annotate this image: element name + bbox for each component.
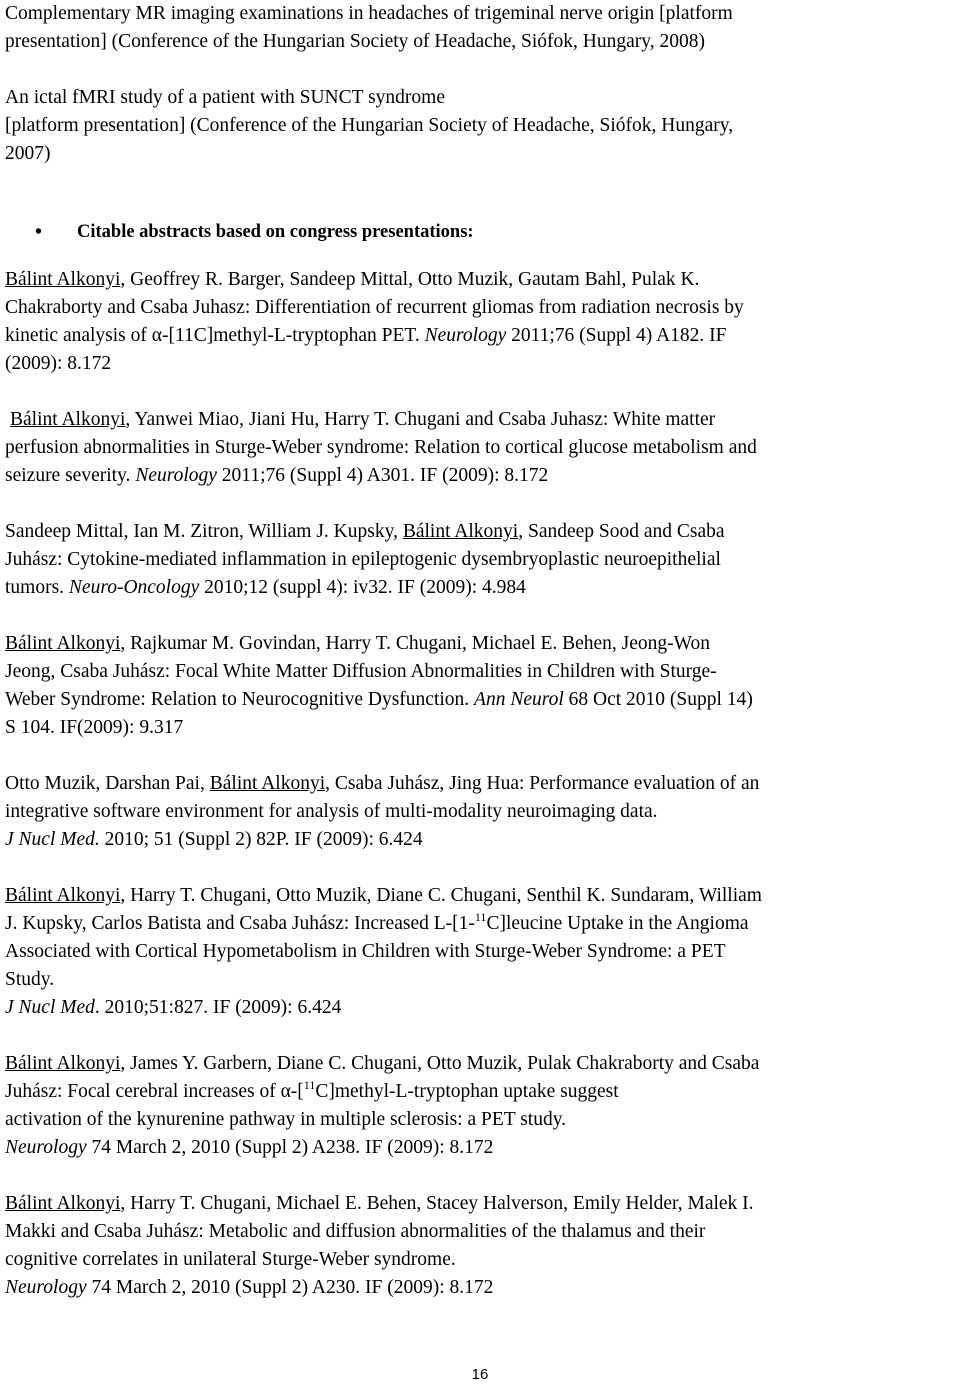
- abstract-text: J. Kupsky, Carlos Batista and Csaba Juhász: Increased L-[1-: [5, 913, 475, 934]
- highlighted-author: Bálint Alkonyi: [10, 409, 126, 430]
- abstract-line: Juhász: Cytokine-mediated inflammation in epileptogenic dysembryoplastic neuroepithelial: [5, 549, 721, 570]
- abstract-text: C]leucine Uptake in the Angioma: [486, 913, 749, 934]
- citation-text: 2011;76 (Suppl 4) A301. IF (2009): 8.172: [216, 465, 549, 486]
- journal-name: Neurology: [5, 1137, 87, 1158]
- page-number: 16: [471, 1366, 489, 1383]
- abstract-text: Weber Syndrome: Relation to Neurocognitive Dysfunction.: [5, 689, 475, 710]
- abstract-text: , Sandeep Sood and Csaba: [518, 521, 725, 542]
- abstract-entry: [5, 882, 955, 1022]
- highlighted-author: Bálint Alkonyi: [209, 773, 326, 794]
- abstract-line: perfusion abnormalities in Sturge-Weber syndrome: Relation to cortical glucose metabolism and: [5, 437, 757, 458]
- citation-text: 2011;76 (Suppl 4) A182. IF: [506, 325, 727, 346]
- abstract-line: Jeong, Csaba Juhász: Focal White Matter Diffusion Abnormalities in Children with Sturge-: [5, 661, 717, 682]
- highlighted-author: Bálint Alkonyi: [5, 633, 121, 654]
- abstract-text: , James Y. Garbern, Diane C. Chugani, Otto Muzik, Pulak Chakraborty and Csaba: [120, 1053, 760, 1074]
- abstract-text: Sandeep Mittal, Ian M. Zitron, William J. Kupsky,: [5, 521, 403, 542]
- citation-text: 74 March 2, 2010 (Suppl 2) A238. IF (2009): 8.172: [86, 1137, 494, 1158]
- abstract-line: [5, 266, 955, 294]
- highlighted-author: Bálint Alkonyi: [402, 521, 519, 542]
- abstract-line: [5, 462, 955, 490]
- abstract-line: [5, 770, 955, 798]
- journal-name: Ann Neurol: [474, 689, 564, 710]
- abstract-text: C]methyl-L-tryptophan uptake suggest: [315, 1081, 619, 1102]
- abstract-line: [5, 994, 955, 1022]
- section-heading: [5, 218, 955, 246]
- journal-name: Neuro-Oncology: [68, 577, 200, 598]
- abstract-entry: [5, 266, 955, 378]
- isotope-superscript: 11: [474, 910, 487, 924]
- abstract-line: (2009): 8.172: [5, 353, 112, 374]
- abstract-text: tumors.: [5, 577, 69, 598]
- abstract-line: Chakraborty and Csaba Juhasz: Differentiation of recurrent gliomas from radiation necrosis by: [5, 297, 744, 318]
- abstract-text: , Geoffrey R. Barger, Sandeep Mittal, Otto Muzik, Gautam Bahl, Pulak K.: [120, 269, 700, 290]
- highlighted-author: Bálint Alkonyi: [5, 1053, 121, 1074]
- citation-text: 2010;12 (suppl 4): iv32. IF (2009): 4.984: [199, 577, 526, 598]
- presentation-entry: [5, 0, 955, 56]
- abstract-entry: [5, 770, 955, 854]
- abstract-line: [5, 574, 955, 602]
- abstract-line: [5, 1190, 955, 1218]
- abstract-line: [5, 518, 955, 546]
- abstract-line: cognitive correlates in unilateral Sturge-Weber syndrome.: [5, 1249, 456, 1270]
- highlighted-author: Bálint Alkonyi: [5, 885, 121, 906]
- abstract-text: kinetic analysis of α-[11C]methyl-L-tryptophan PET.: [5, 325, 425, 346]
- abstract-line: [5, 1050, 955, 1078]
- citation-text: 2010; 51 (Suppl 2) 82P. IF (2009): 6.424: [99, 829, 423, 850]
- abstract-line: [5, 1274, 955, 1302]
- entry-line: presentation] (Conference of the Hungarian Society of Headache, Siófok, Hungary, 2008): [5, 31, 705, 52]
- abstract-entry: [5, 406, 955, 434]
- abstract-line: integrative software environment for analysis of multi-modality neuroimaging data.: [5, 801, 658, 822]
- section-heading-text: Citable abstracts based on congress presentations:: [77, 222, 474, 242]
- abstract-entry: [5, 630, 955, 742]
- document-page: [5, 0, 955, 1302]
- abstract-line: [5, 322, 955, 350]
- journal-name: Neurology: [135, 465, 217, 486]
- abstract-line: Makki and Csaba Juhász: Metabolic and diffusion abnormalities of the thalamus and their: [5, 1221, 706, 1242]
- abstract-entry: [5, 518, 955, 602]
- abstract-entry-continued: [5, 434, 955, 490]
- journal-name: J Nucl Med.: [5, 829, 100, 850]
- citation-text: . 2010;51:827. IF (2009): 6.424: [94, 997, 342, 1018]
- abstract-text: seizure severity.: [5, 465, 136, 486]
- abstract-entry: [5, 1190, 955, 1302]
- abstract-line: [10, 406, 955, 434]
- abstract-line: [5, 826, 955, 854]
- abstract-line: Associated with Cortical Hypometabolism in Children with Sturge-Weber Syndrome: a PET: [5, 941, 726, 962]
- citation-text: 74 March 2, 2010 (Suppl 2) A230. IF (2009): 8.172: [86, 1277, 494, 1298]
- abstract-line: activation of the kynurenine pathway in multiple sclerosis: a PET study.: [5, 1109, 567, 1130]
- abstract-line: [5, 1134, 955, 1162]
- presentation-entry: [5, 84, 955, 168]
- highlighted-author: Bálint Alkonyi: [5, 1193, 121, 1214]
- journal-name: Neurology: [424, 325, 507, 346]
- entry-line: 2007): [5, 143, 51, 164]
- abstract-text: , Rajkumar M. Govindan, Harry T. Chugani, Michael E. Behen, Jeong-Won: [120, 633, 711, 654]
- journal-name: J Nucl Med: [5, 997, 95, 1018]
- abstract-text: , Harry T. Chugani, Otto Muzik, Diane C. Chugani, Senthil K. Sundaram, William: [120, 885, 762, 906]
- abstract-line: S 104. IF(2009): 9.317: [5, 717, 184, 738]
- abstract-entry: [5, 1050, 955, 1162]
- abstract-text: , Csaba Juhász, Jing Hua: Performance evaluation of an: [325, 773, 760, 794]
- abstract-text: Otto Muzik, Darshan Pai,: [5, 773, 210, 794]
- entry-line: An ictal fMRI study of a patient with SUNCT syndrome: [5, 87, 445, 108]
- abstract-line: [5, 686, 955, 714]
- abstract-text: , Harry T. Chugani, Michael E. Behen, Stacey Halverson, Emily Helder, Malek I.: [120, 1193, 754, 1214]
- entry-line: Complementary MR imaging examinations in headaches of trigeminal nerve origin [platform: [5, 3, 733, 24]
- entry-line: [platform presentation] (Conference of the Hungarian Society of Headache, Siófok, Hungary,: [5, 115, 734, 136]
- highlighted-author: Bálint Alkonyi: [5, 269, 121, 290]
- journal-name: Neurology: [5, 1277, 87, 1298]
- abstract-line: [5, 1078, 955, 1106]
- bullet-icon: •: [35, 221, 43, 243]
- abstract-line: [5, 630, 955, 658]
- abstract-text: , Yanwei Miao, Jiani Hu, Harry T. Chugani and Csaba Juhasz: White matter: [125, 409, 716, 430]
- abstract-line: Study.: [5, 969, 55, 990]
- abstract-line: [5, 882, 955, 910]
- isotope-superscript: 11: [303, 1078, 316, 1092]
- citation-text: 68 Oct 2010 (Suppl 14): [563, 689, 753, 710]
- abstract-text: Juhász: Focal cerebral increases of α-[: [5, 1081, 304, 1102]
- abstract-line: [5, 910, 955, 938]
